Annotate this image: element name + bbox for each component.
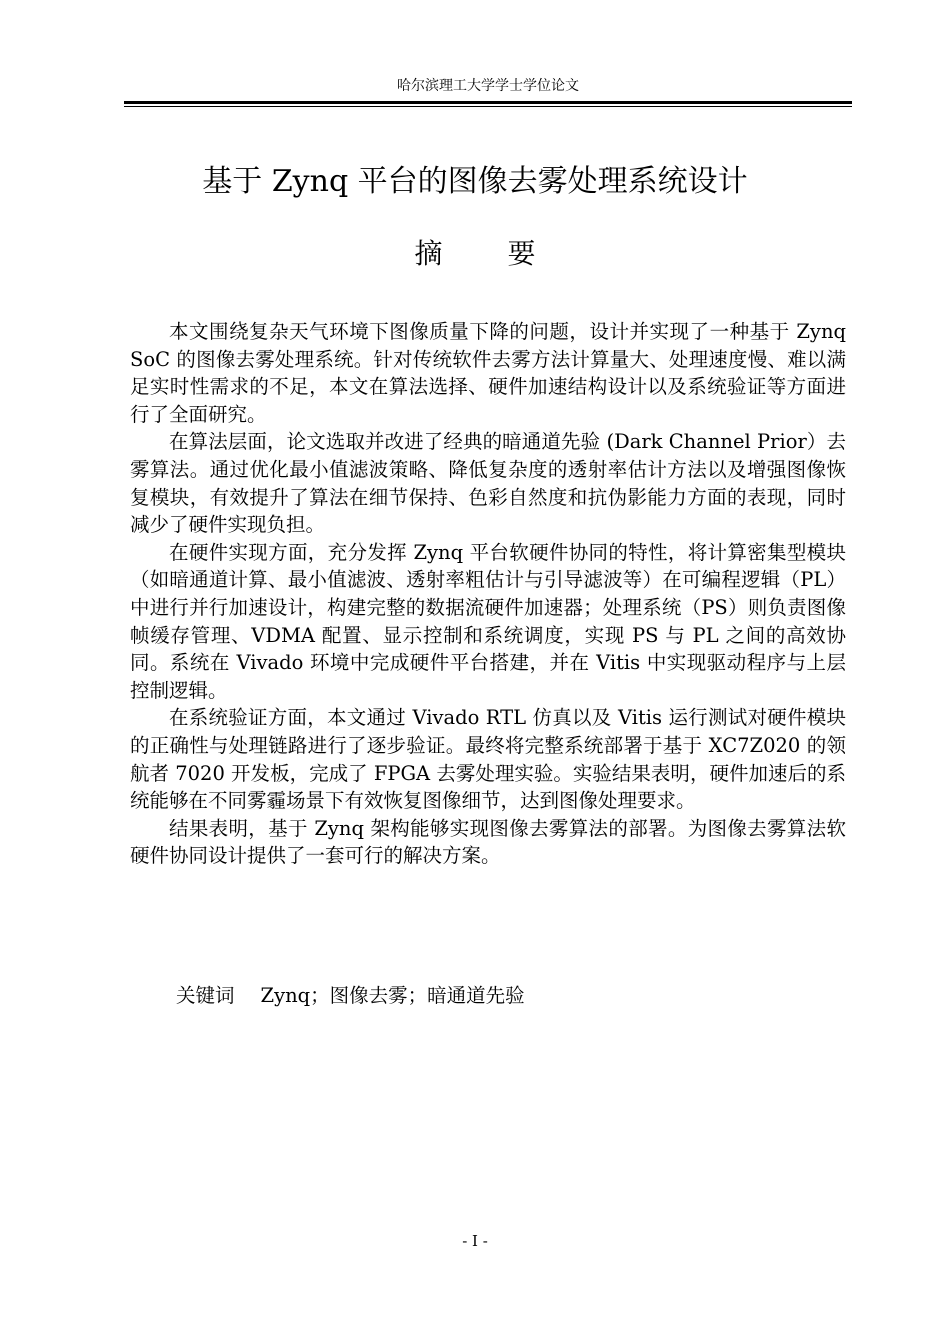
keywords-label: 关键词 <box>176 984 235 1007</box>
abstract-paragraph-3: 在硬件实现方面，充分发挥 Zynq 平台软硬件协同的特性，将计算密集型模块（如暗通道计算、最小值滤波、透射率粗估计与引导滤波等）在可编程逻辑（PL）中进行并行加速设计，构建完整的数据流硬件加速器；处理系统（PS）则负责图像帧缓存管理、VDMA 配置、显示控制和系统调度，实现 PS 与 PL 之间的高效协同。系统在 Vivado 环境中完成硬件平台搭建，并在 Vitis 中实现驱动程序与上层控制逻辑。 <box>130 540 846 702</box>
header-rule-thick <box>124 101 852 104</box>
header-rule-thin <box>124 106 852 107</box>
abstract-paragraph-1: 本文围绕复杂天气环境下图像质量下降的问题，设计并实现了一种基于 Zynq SoC 的图像去雾处理系统。针对传统软件去雾方法计算量大、处理速度慢、难以满足实时性需求的不足，本文在算法选择、硬件加速结构设计以及系统验证等方面进行了全面研究。 <box>130 320 846 426</box>
abstract-body <box>130 318 846 870</box>
page-number: - I - <box>462 1232 488 1250</box>
abstract-paragraph-2: 在算法层面，论文选取并改进了经典的暗通道先验 (Dark Channel Prior）去雾算法。通过优化最小值滤波策略、降低复杂度的透射率估计方法以及增强图像恢复模块，有效提升了算法在细节保持、色彩自然度和抗伪影能力方面的表现，同时减少了硬件实现负担。 <box>130 430 846 537</box>
document-title: 基于 Zynq 平台的图像去雾处理系统设计 <box>202 164 748 199</box>
keywords-line <box>176 982 525 1009</box>
running-header: 哈尔滨理工大学学士学位论文 <box>397 78 579 94</box>
abstract-paragraph-4: 在系统验证方面，本文通过 Vivado RTL 仿真以及 Vitis 运行测试对硬件模块的正确性与处理链路进行了逐步验证。最终将完整系统部署于基于 XC7Z020 的领航者 7020 开发板，完成了 FPGA 去雾处理实验。实验结果表明，硬件加速后的系统能够在不同雾霾场景下有效恢复图像细节，达到图像处理要求。 <box>130 706 846 813</box>
keywords-value: Zynq；图像去雾；暗通道先验 <box>260 984 525 1007</box>
abstract-paragraph-5: 结果表明，基于 Zynq 架构能够实现图像去雾算法的部署。为图像去雾算法软硬件协同设计提供了一套可行的解决方案。 <box>130 816 846 868</box>
abstract-heading: 摘 要 <box>414 237 564 270</box>
